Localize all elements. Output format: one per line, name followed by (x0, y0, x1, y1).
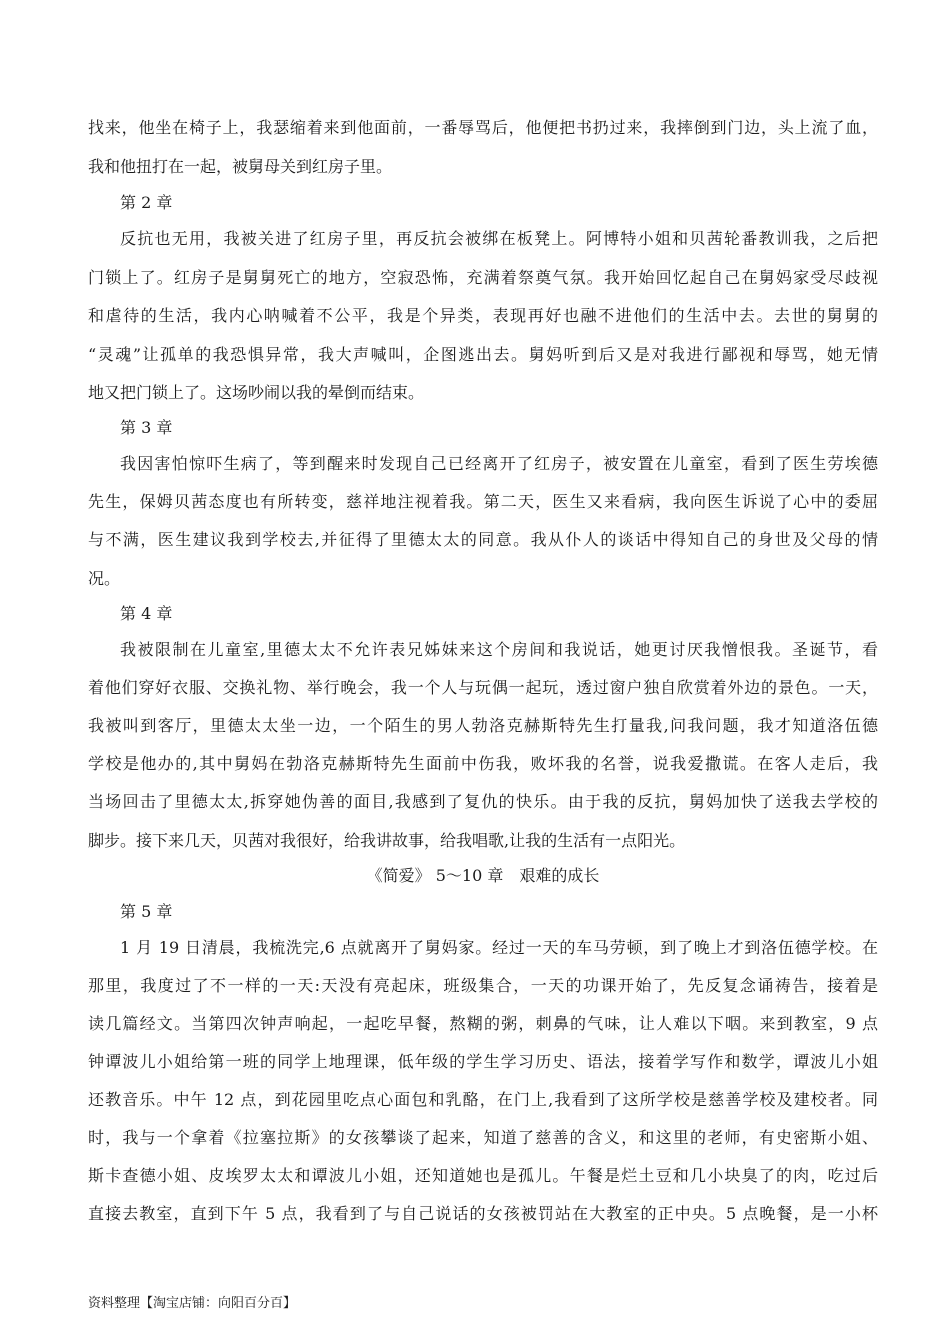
paragraph-line: 着他们穿好衣服、交换礼物、举行晚会，我一个人与玩偶一起玩，透过窗户独自欣赏着外边的景色。一天， (88, 678, 878, 697)
paragraph-line: 时，我与一个拿着《拉塞拉斯》的女孩攀谈了起来，知道了慈善的含义，和这里的老师，有史密斯小姐、 (88, 1128, 878, 1147)
paragraph-line: 我被限制在儿童室,里德太太不允许表兄姊妹来这个房间和我说话，她更讨厌我憎恨我。圣诞节，看 (120, 640, 878, 659)
paragraph-line: 我和他扭打在一起，被舅母关到红房子里。 (88, 157, 393, 176)
section-title: 《简爱》 5～10 章 艰难的成长 (366, 866, 600, 885)
paragraph-line: 直接去教室，直到下午 5 点，我看到了与自己说话的女孩被罚站在大教室的正中央。5 点晚餐，是一小杯 (88, 1204, 878, 1223)
page-footer: 资料整理【淘宝店铺：向阳百分百】 (88, 1296, 297, 1311)
chapter-heading: 第 5 章 (120, 902, 173, 921)
paragraph-line: 与不满，医生建议我到学校去,并征得了里德太太的同意。我从仆人的谈话中得知自己的身世及父母的情 (88, 530, 878, 549)
paragraph-line: “灵魂”让孤单的我恐惧异常，我大声喊叫，企图逃出去。舅妈听到后又是对我进行鄙视和辱骂，她无情 (88, 345, 878, 364)
paragraph-line: 还教音乐。中午 12 点，到花园里吃点心面包和乳酪，在门上,我看到了这所学校是慈善学校及建校者。同 (88, 1090, 878, 1109)
paragraph-line: 钟谭波儿小姐给第一班的同学上地理课，低年级的学生学习历史、语法，接着学写作和数学，谭波儿小姐 (88, 1052, 878, 1071)
paragraph-line: 先生，保姆贝茜态度也有所转变，慈祥地注视着我。第二天，医生又来看病，我向医生诉说了心中的委屈 (88, 492, 878, 511)
chapter-heading: 第 2 章 (120, 193, 173, 212)
paragraph-line: 反抗也无用，我被关进了红房子里，再反抗会被绑在板凳上。阿博特小姐和贝茜轮番教训我，之后把 (120, 229, 878, 248)
paragraph-line: 我因害怕惊吓生病了，等到醒来时发现自己已经离开了红房子，被安置在儿童室，看到了医生劳埃德 (120, 454, 878, 473)
chapter-heading: 第 4 章 (120, 604, 173, 623)
paragraph-line: 1 月 19 日清晨，我梳洗完,6 点就离开了舅妈家。经过一天的车马劳顿，到了晚上才到洛伍德学校。在 (120, 938, 878, 957)
paragraph-line: 门锁上了。红房子是舅舅死亡的地方，空寂恐怖，充满着祭奠气氛。我开始回忆起自己在舅妈家受尽歧视 (88, 268, 878, 287)
paragraph-line: 和虐待的生活，我内心呐喊着不公平，我是个异类，表现再好也融不进他们的生活中去。去世的舅舅的 (88, 306, 878, 325)
paragraph-line: 脚步。接下来几天，贝茜对我很好，给我讲故事，给我唱歌,让我的生活有一点阳光。 (88, 831, 686, 850)
paragraph-line: 那里，我度过了不一样的一天:天没有亮起床，班级集合，一天的功课开始了，先反复念诵祷告，接着是 (88, 976, 878, 995)
paragraph-line: 况。 (88, 569, 121, 588)
paragraph-line: 学校是他办的,其中舅妈在勃洛克赫斯特先生面前中伤我，败坏我的名誉，说我爱撒谎。在客人走后，我 (88, 754, 878, 773)
paragraph-line: 我被叫到客厅，里德太太坐一边，一个陌生的男人勃洛克赫斯特先生打量我,问我问题，我才知道洛伍德 (88, 716, 878, 735)
paragraph-line: 斯卡查德小姐、皮埃罗太太和谭波儿小姐，还知道她也是孤儿。午餐是烂土豆和几小块臭了的肉，吃过后 (88, 1166, 878, 1185)
paragraph-line: 地又把门锁上了。这场吵闹以我的晕倒而结束。 (88, 383, 425, 402)
paragraph-line: 读几篇经文。当第四次钟声响起，一起吃早餐，熬糊的粥，刺鼻的气味，让人难以下咽。来到教室，9 点 (88, 1014, 878, 1033)
paragraph-line: 当场回击了里德太太,拆穿她伪善的面目,我感到了复仇的快乐。由于我的反抗，舅妈加快了送我去学校的 (88, 792, 878, 811)
paragraph-line: 找来，他坐在椅子上，我瑟缩着来到他面前，一番辱骂后，他便把书扔过来，我摔倒到门边，头上流了血， (88, 118, 878, 137)
chapter-heading: 第 3 章 (120, 418, 173, 437)
